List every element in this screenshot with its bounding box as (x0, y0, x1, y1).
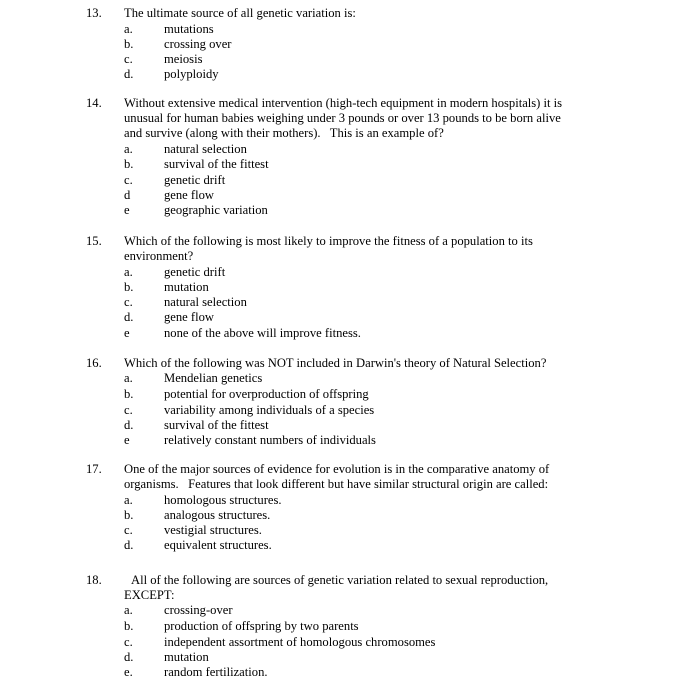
option-c[interactable] (0, 295, 600, 310)
option-letter: c. (124, 295, 133, 309)
stem-line: unusual for human babies weighing under 3 pounds or over 13 pounds to be born alive (124, 111, 561, 126)
option-c[interactable] (0, 52, 600, 67)
option-text: mutation (164, 280, 209, 294)
option-text: equivalent structures. (164, 538, 272, 552)
option-letter: d. (124, 310, 134, 324)
stem-line: environment? (124, 249, 194, 264)
option-letter: e. (124, 665, 133, 679)
option-text: polyploidy (164, 67, 219, 81)
option-a[interactable] (0, 371, 600, 386)
option-b[interactable] (0, 157, 600, 172)
option-a[interactable] (0, 603, 600, 618)
option-letter: e (124, 433, 130, 447)
option-b[interactable] (0, 387, 600, 402)
option-letter: c. (124, 52, 133, 66)
option-text: mutation (164, 650, 209, 664)
option-text: genetic drift (164, 173, 226, 187)
option-e[interactable] (0, 203, 600, 218)
option-a[interactable] (0, 142, 600, 157)
option-letter: b. (124, 619, 134, 633)
option-letter: d. (124, 650, 134, 664)
stem-line: EXCEPT: (124, 588, 175, 603)
option-letter: a. (124, 371, 133, 385)
option-text: mutations (164, 22, 214, 36)
question-stem (124, 573, 601, 603)
option-c[interactable] (0, 403, 600, 418)
question-number: 18. (86, 573, 102, 587)
option-text: natural selection (164, 295, 247, 309)
option-letter: c. (124, 403, 133, 417)
option-b[interactable] (0, 619, 600, 634)
stem-line: Which of the following was NOT included in Darwin's theory of Natural Selection? (124, 356, 547, 370)
option-text: Mendelian genetics (164, 371, 263, 385)
option-d[interactable] (0, 538, 600, 553)
option-letter: c. (124, 523, 133, 537)
option-e[interactable] (0, 326, 600, 341)
option-letter: d. (124, 67, 134, 81)
option-letter: b. (124, 37, 134, 51)
option-letter: a. (124, 142, 133, 156)
stem-line: One of the major sources of evidence for evolution is in the comparative anatomy of (124, 462, 550, 476)
option-text: natural selection (164, 142, 247, 156)
stem-line: and survive (along with their mothers). This is an example of? (124, 126, 444, 141)
stem-line: All of the following are sources of genetic variation related to sexual reproduction, (131, 573, 549, 587)
option-a[interactable] (0, 493, 600, 508)
option-letter: b. (124, 157, 134, 171)
option-e[interactable] (0, 433, 600, 448)
option-letter: b. (124, 387, 134, 401)
option-c[interactable] (0, 523, 600, 538)
option-text: crossing over (164, 37, 232, 51)
option-text: potential for overproduction of offspring (164, 387, 369, 401)
option-text: production of offspring by two parents (164, 619, 359, 633)
question-number: 13. (86, 6, 102, 20)
question-number: 15. (86, 234, 102, 248)
option-letter: e (124, 326, 130, 340)
option-letter: c. (124, 635, 133, 649)
option-letter: c. (124, 173, 133, 187)
option-letter: b. (124, 508, 134, 522)
stem-line: The ultimate source of all genetic variation is: (124, 6, 356, 20)
option-text: variability among individuals of a species (164, 403, 375, 417)
option-d[interactable] (0, 650, 600, 665)
option-letter: a. (124, 22, 133, 36)
option-text: meiosis (164, 52, 203, 66)
option-text: analogous structures. (164, 508, 271, 522)
option-d[interactable] (0, 67, 600, 82)
option-d[interactable] (0, 188, 600, 203)
stem-line: Which of the following is most likely to improve the fitness of a population to its (124, 234, 533, 248)
option-letter: b. (124, 280, 134, 294)
option-text: none of the above will improve fitness. (164, 326, 361, 340)
option-c[interactable] (0, 173, 600, 188)
option-letter: a. (124, 493, 133, 507)
option-text: independent assortment of homologous chromosomes (164, 635, 436, 649)
option-letter: a. (124, 603, 133, 617)
option-text: survival of the fittest (164, 418, 269, 432)
option-d[interactable] (0, 310, 600, 325)
option-text: relatively constant numbers of individuals (164, 433, 376, 447)
option-letter: d. (124, 418, 134, 432)
option-text: gene flow (164, 310, 215, 324)
stem-line: Without extensive medical intervention (high-tech equipment in modern hospitals) it is (124, 96, 563, 110)
option-b[interactable] (0, 508, 600, 523)
option-c[interactable] (0, 635, 600, 650)
option-d[interactable] (0, 418, 600, 433)
option-text: crossing-over (164, 603, 233, 617)
option-b[interactable] (0, 280, 600, 295)
option-letter: e (124, 203, 130, 217)
option-text: genetic drift (164, 265, 226, 279)
option-text: vestigial structures. (164, 523, 262, 537)
option-a[interactable] (0, 22, 600, 37)
question-stem (124, 6, 594, 21)
question-number: 14. (86, 96, 102, 110)
option-letter: d. (124, 538, 134, 552)
option-text: gene flow (164, 188, 215, 202)
option-text: random fertilization. (164, 665, 268, 679)
option-text: homologous structures. (164, 493, 282, 507)
question-number: 16. (86, 356, 102, 370)
option-text: survival of the fittest (164, 157, 269, 171)
option-b[interactable] (0, 37, 600, 52)
option-text: geographic variation (164, 203, 268, 217)
question-stem (124, 234, 594, 264)
question-number: 17. (86, 462, 102, 476)
option-a[interactable] (0, 265, 600, 280)
stem-line: organisms. Features that look different but have similar structural origin are called: (124, 477, 549, 492)
option-e[interactable] (0, 665, 600, 680)
question-stem (124, 462, 594, 492)
option-letter: a. (124, 265, 133, 279)
question-stem (124, 96, 594, 142)
question-stem (124, 356, 594, 371)
option-letter: d (124, 188, 131, 202)
